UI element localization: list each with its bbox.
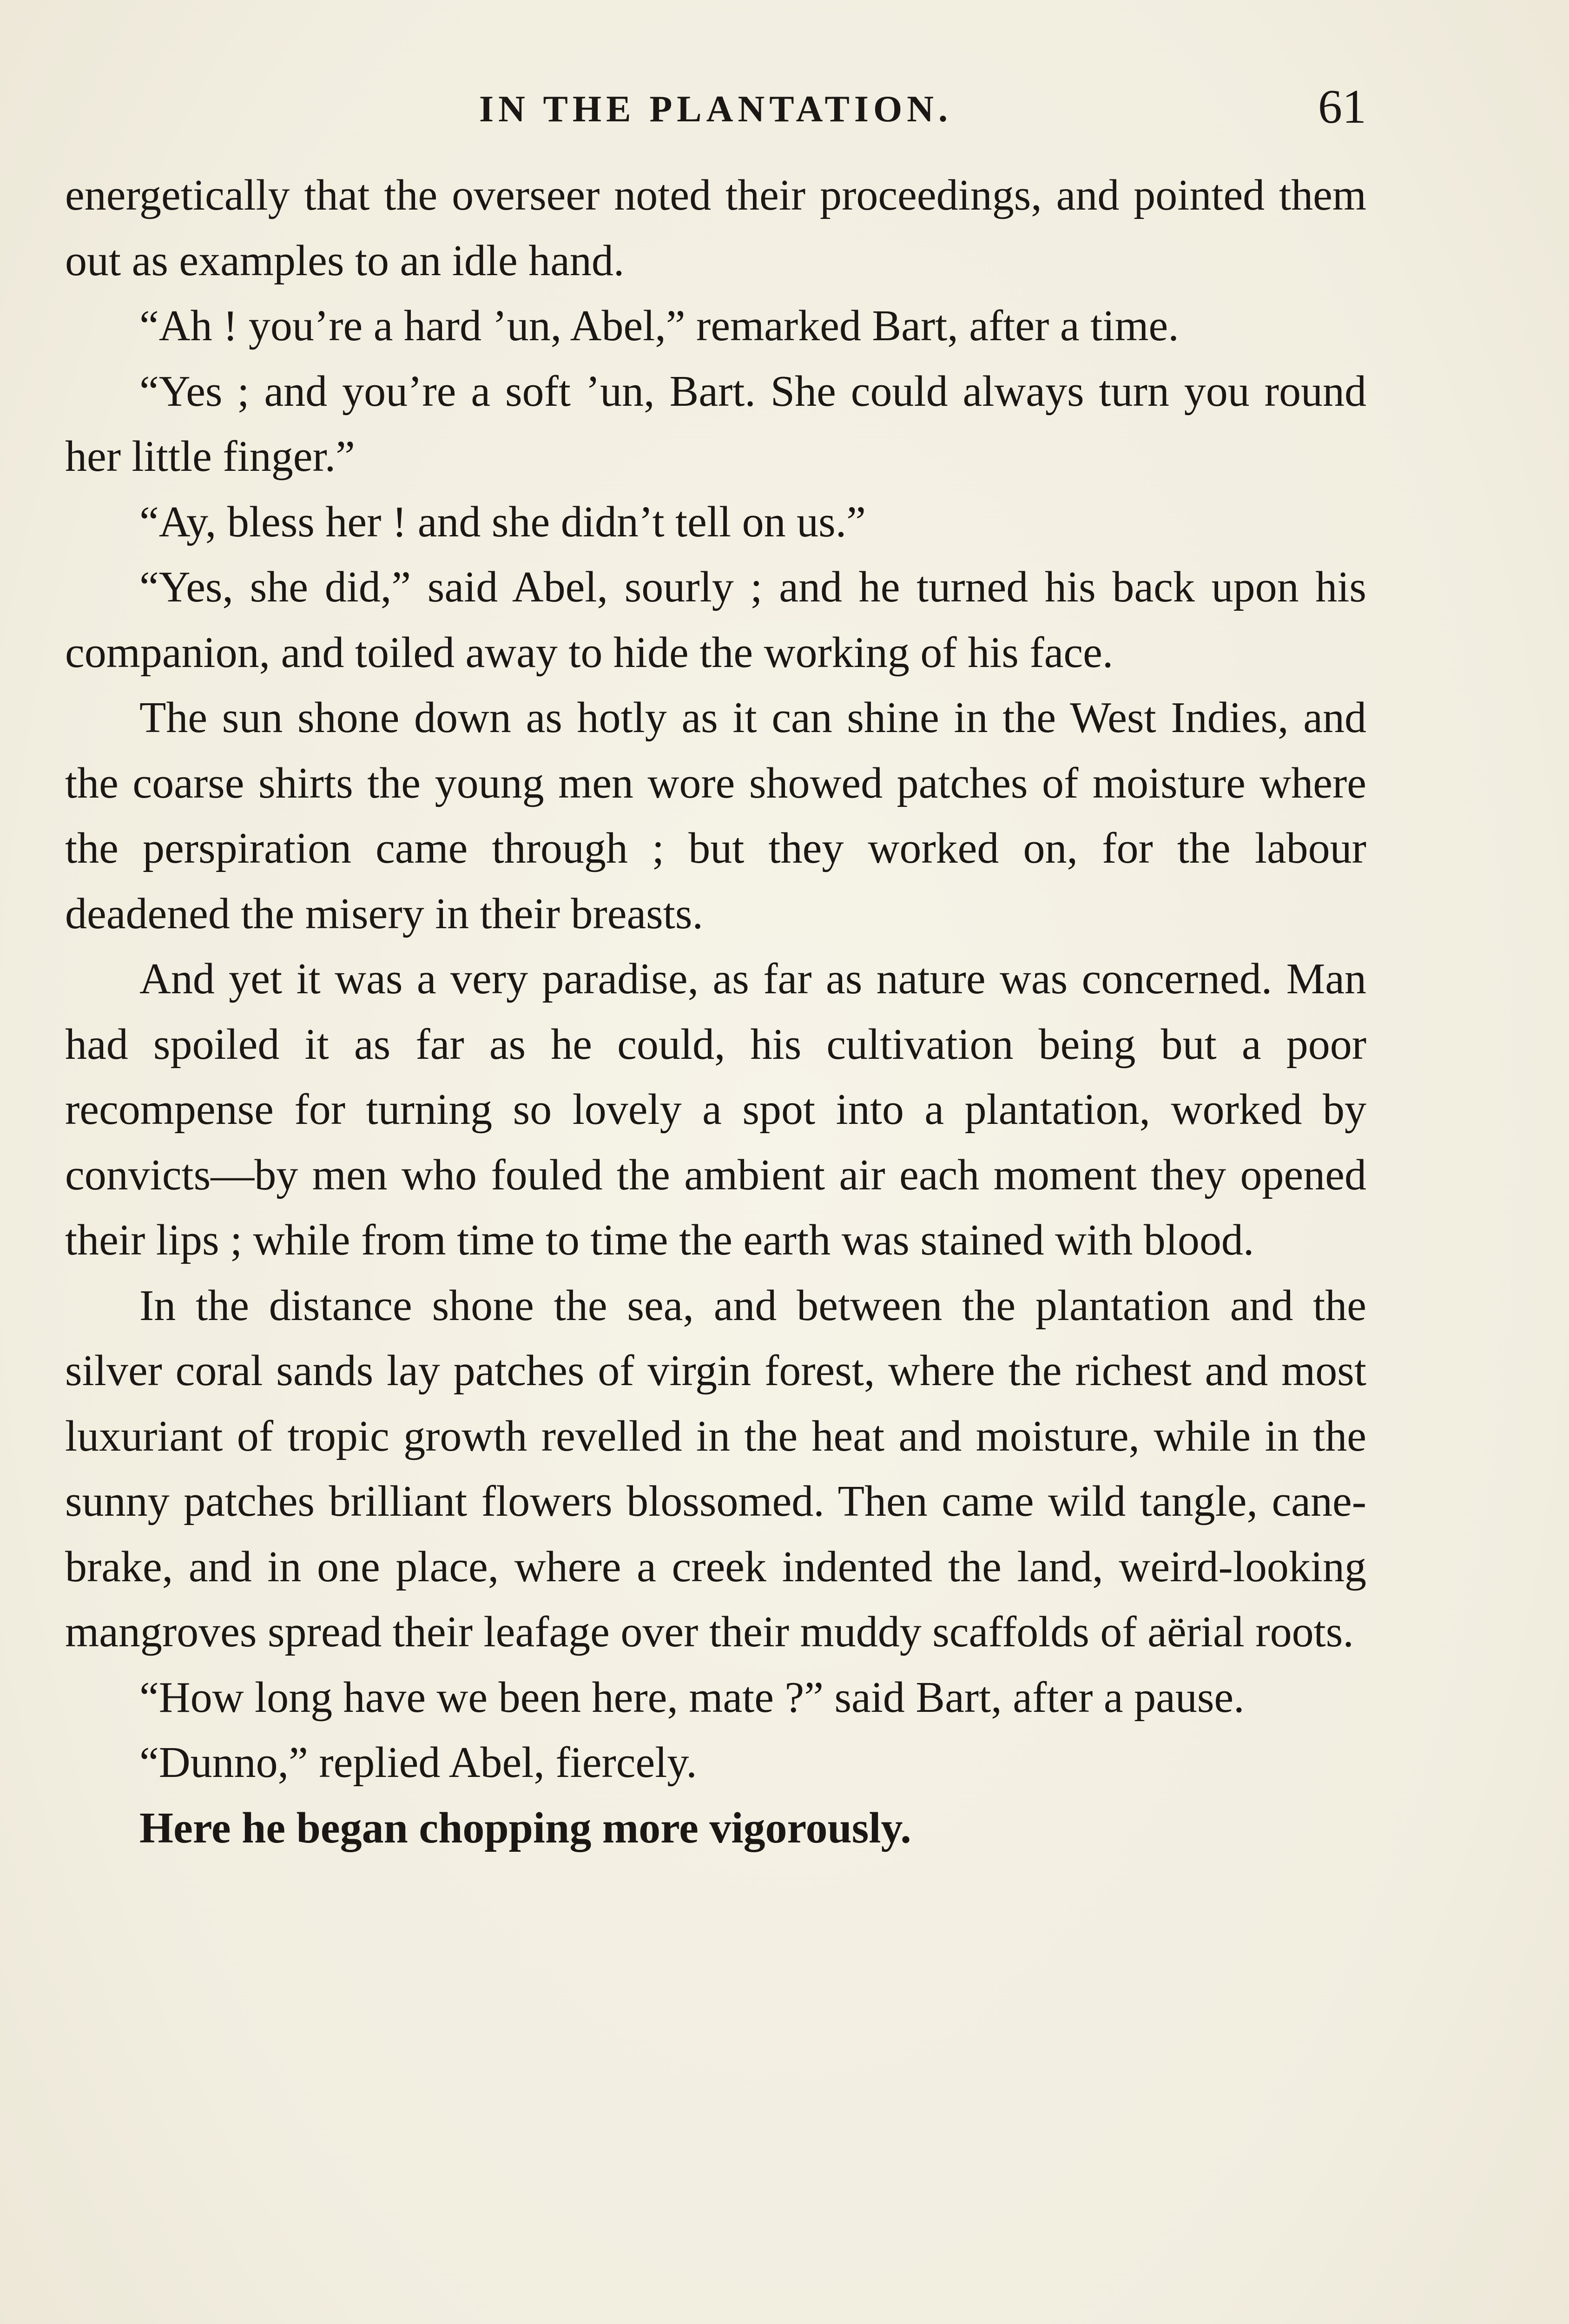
paragraph: “Yes ; and you’re a soft ’un, Bart. She could always turn you round her little finger.” (65, 367, 1366, 481)
paragraph: “How long have we been here, mate ?” said Bart, after a pause. (139, 1673, 1245, 1722)
paragraph: “Dunno,” replied Abel, fiercely. (139, 1738, 697, 1787)
paragraph: “Ah ! you’re a hard ’un, Abel,” remarked Bart, after a time. (139, 302, 1179, 350)
paragraph: energetically that the overseer noted their proceedings, and pointed them out as examples to an idle hand. (65, 171, 1366, 285)
paragraph: Here he began chopping more vigorously. (139, 1803, 911, 1852)
running-head: IN THE PLANTATION. (479, 89, 952, 130)
paragraph: In the distance shone the sea, and between the plantation and the silver coral sands lay patches of virgin forest, where the richest and most luxuriant of tropic growth revelled in the heat and moisture, while in the sunny patches brilliant flowers blossomed. Then came wild tangle, cane-brake, and in one place, where a creek indented the land, weird-looking mangroves spread their leafage over their muddy scaffolds of aërial roots. (65, 1281, 1366, 1656)
page-header (65, 74, 1366, 139)
page-number: 61 (1318, 80, 1366, 133)
paragraph: “Yes, she did,” said Abel, sourly ; and he turned his back upon his companion, and toiled away to hide the working of his face. (65, 563, 1366, 677)
body-text (65, 163, 1366, 1861)
paragraph: And yet it was a very paradise, as far as nature was concerned. Man had spoiled it as far as he could, his cultivation being but a poor recompense for turning so lovely a spot into a plantation, worked by convicts—by men who fouled the ambient air each moment they opened their lips ; while from time to time the earth was stained with blood. (65, 955, 1366, 1264)
paragraph: “Ay, bless her ! and she didn’t tell on us.” (139, 497, 866, 546)
paragraph: The sun shone down as hotly as it can shine in the West Indies, and the coarse shirts the young men wore showed patches of moisture where the perspiration came through ; but they worked on, for the labour deadened the misery in their breasts. (65, 693, 1366, 938)
